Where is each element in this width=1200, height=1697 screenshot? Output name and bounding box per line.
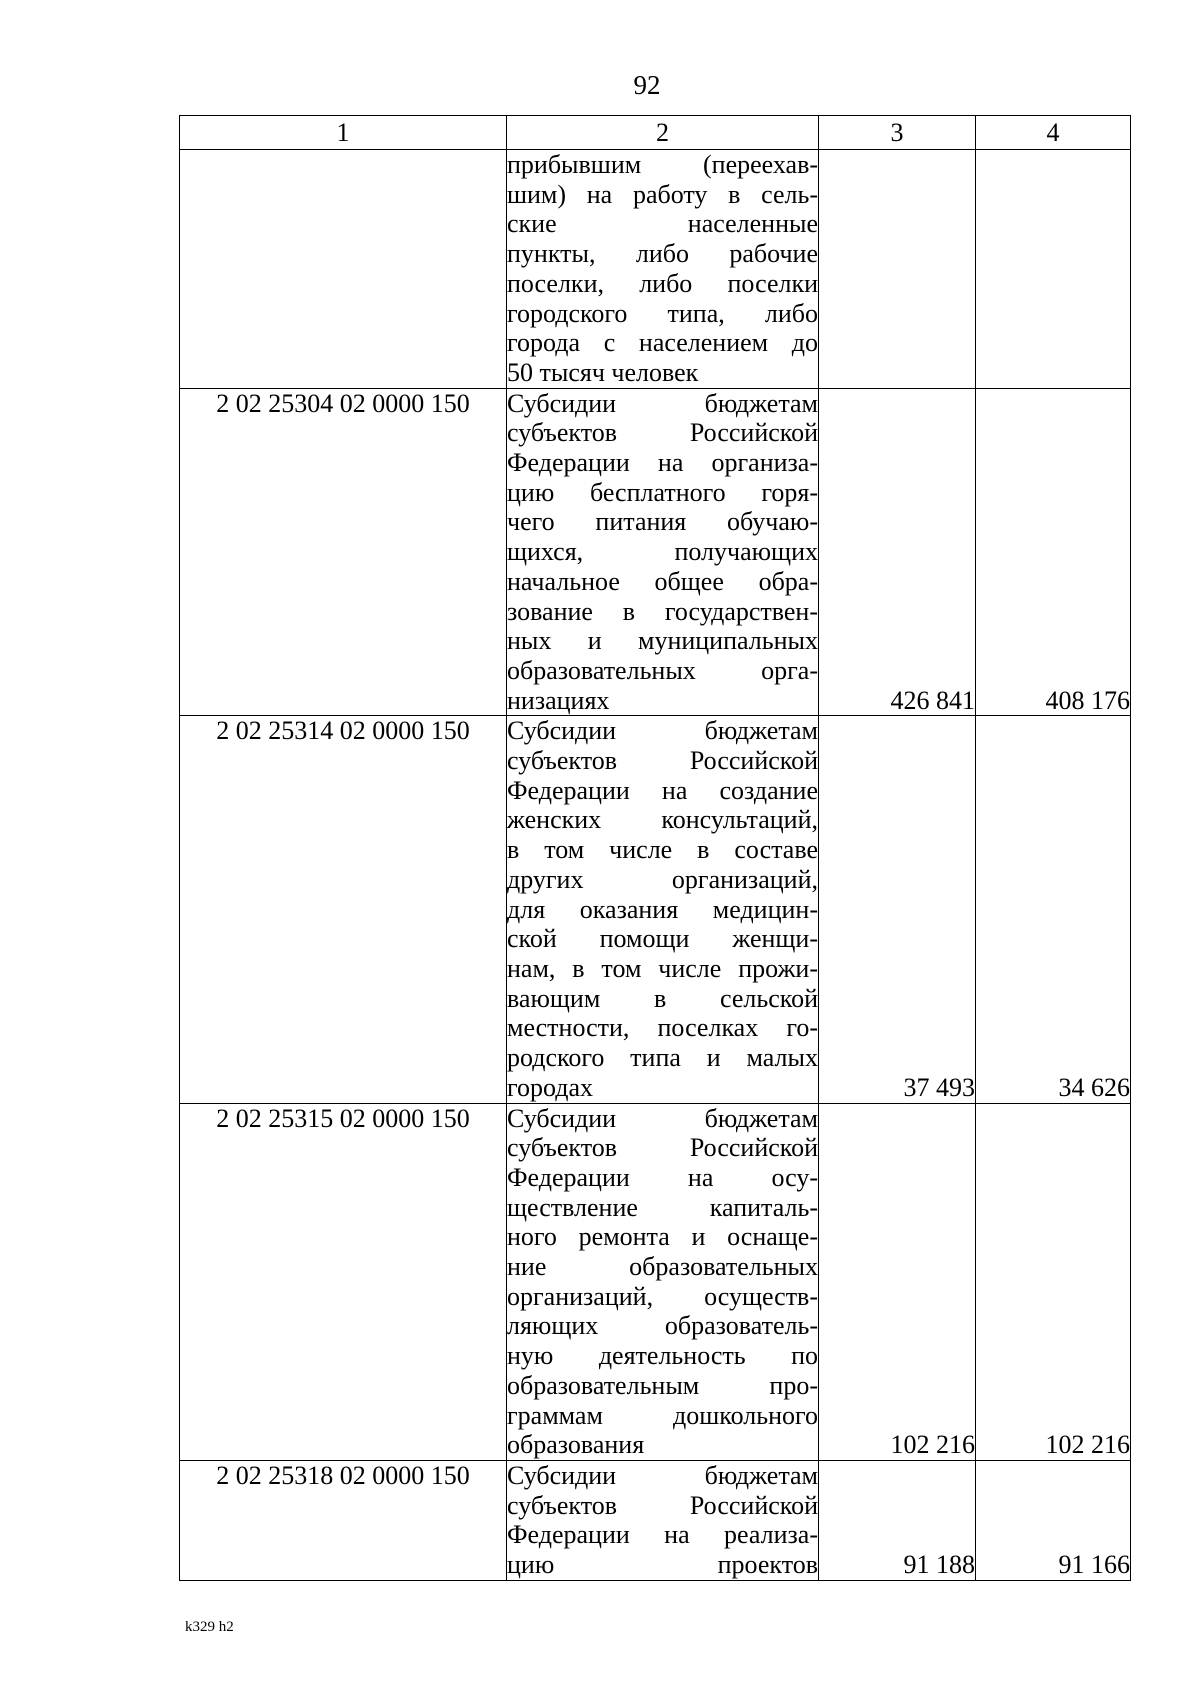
budget-code-cell: 2 02 25304 02 0000 150 (180, 388, 507, 716)
table-row (180, 1103, 1131, 1460)
page-number: 92 (633, 70, 661, 100)
description-line: ляющих образователь- (507, 1311, 818, 1341)
value-cell-col4: 91 166 (976, 1460, 1131, 1580)
column-header-1: 1 (180, 116, 507, 150)
description-line: ской помощи женщи- (507, 924, 818, 954)
description-line: ного ремонта и оснаще- (507, 1222, 818, 1252)
description-line: Субсидии бюджетам (507, 1103, 818, 1133)
description-line: вающим в сельской (507, 983, 818, 1013)
table-row (180, 716, 1131, 1103)
value-cell-col4: 408 176 (976, 388, 1131, 716)
description-line: Субсидии бюджетам (507, 1460, 818, 1490)
table-row (180, 1460, 1131, 1580)
description-line: ские населенные (507, 209, 818, 239)
description-line: для оказания медицин- (507, 894, 818, 924)
budget-code-cell: 2 02 25318 02 0000 150 (180, 1460, 507, 1580)
value-cell-col3 (819, 150, 976, 389)
description-line: ществление капиталь- (507, 1192, 818, 1222)
description-line: шим) на работу в сель- (507, 179, 818, 209)
table-row (180, 388, 1131, 716)
budget-code-cell: 2 02 25314 02 0000 150 (180, 716, 507, 1103)
value-cell-col3: 37 493 (819, 716, 976, 1103)
table-row (180, 150, 1131, 389)
description-cell (507, 388, 819, 716)
description-cell (507, 716, 819, 1103)
description-line: местности, поселках го- (507, 1013, 818, 1043)
description-line: ние образовательных (507, 1252, 818, 1282)
value-cell-col4: 34 626 (976, 716, 1131, 1103)
value-cell-col3: 426 841 (819, 388, 976, 716)
description-cell (507, 150, 819, 389)
description-line: поселки, либо поселки (507, 268, 818, 298)
value-cell-col4 (976, 150, 1131, 389)
description-line: города с населением до (507, 328, 818, 358)
description-line: Субсидии бюджетам (507, 388, 818, 418)
description-line: субъектов Российской (507, 1490, 818, 1520)
table-header-row (180, 116, 1131, 150)
description-line: зование в государствен- (507, 596, 818, 626)
value-cell-col3: 102 216 (819, 1103, 976, 1460)
footer-document-code: k329 h2 (185, 1619, 234, 1635)
description-line: низациях (507, 685, 610, 715)
description-line: чего питания обучаю- (507, 507, 818, 537)
description-line: начальное общее обра- (507, 566, 818, 596)
description-line: родского типа и малых (507, 1043, 818, 1073)
description-line: организаций, осуществ- (507, 1281, 818, 1311)
description-line: прибывшим (переехав- (507, 150, 818, 179)
budget-table (179, 115, 1131, 1581)
description-line: нам, в том числе прожи- (507, 953, 818, 983)
value-cell-col3: 91 188 (819, 1460, 976, 1580)
description-line: образовательным про- (507, 1370, 818, 1400)
column-header-4: 4 (976, 116, 1131, 150)
description-cell (507, 1460, 819, 1580)
column-header-2: 2 (507, 116, 819, 150)
description-line: цию проектов (507, 1550, 818, 1580)
description-line: городах (507, 1072, 594, 1102)
budget-code-cell: 2 02 25315 02 0000 150 (180, 1103, 507, 1460)
description-line: субъектов Российской (507, 1133, 818, 1163)
description-line: ных и муниципальных (507, 626, 818, 656)
value-cell-col4: 102 216 (976, 1103, 1131, 1460)
description-line: ную деятельность по (507, 1341, 818, 1371)
column-header-3: 3 (819, 116, 976, 150)
budget-code-cell (180, 150, 507, 389)
table-body (180, 150, 1131, 1581)
description-line: Федерации на создание (507, 775, 818, 805)
description-line: образовательных орга- (507, 655, 818, 685)
description-line: городского типа, либо (507, 298, 818, 328)
description-line: граммам дошкольного (507, 1400, 818, 1430)
description-line: Федерации на осу- (507, 1162, 818, 1192)
description-line: других организаций, (507, 864, 818, 894)
description-line: щихся, получающих (507, 537, 818, 567)
description-line: Федерации на организа- (507, 448, 818, 478)
description-line: Федерации на реализа- (507, 1520, 818, 1550)
description-cell (507, 1103, 819, 1460)
description-line: цию бесплатного горя- (507, 477, 818, 507)
description-line: субъектов Российской (507, 746, 818, 776)
description-line: Субсидии бюджетам (507, 716, 818, 746)
description-line: пункты, либо рабочие (507, 239, 818, 269)
description-line: 50 тысяч человек (507, 357, 699, 387)
description-line: в том числе в составе (507, 835, 818, 865)
description-line: образования (507, 1430, 645, 1460)
description-line: женских консультаций, (507, 805, 818, 835)
description-line: субъектов Российской (507, 418, 818, 448)
